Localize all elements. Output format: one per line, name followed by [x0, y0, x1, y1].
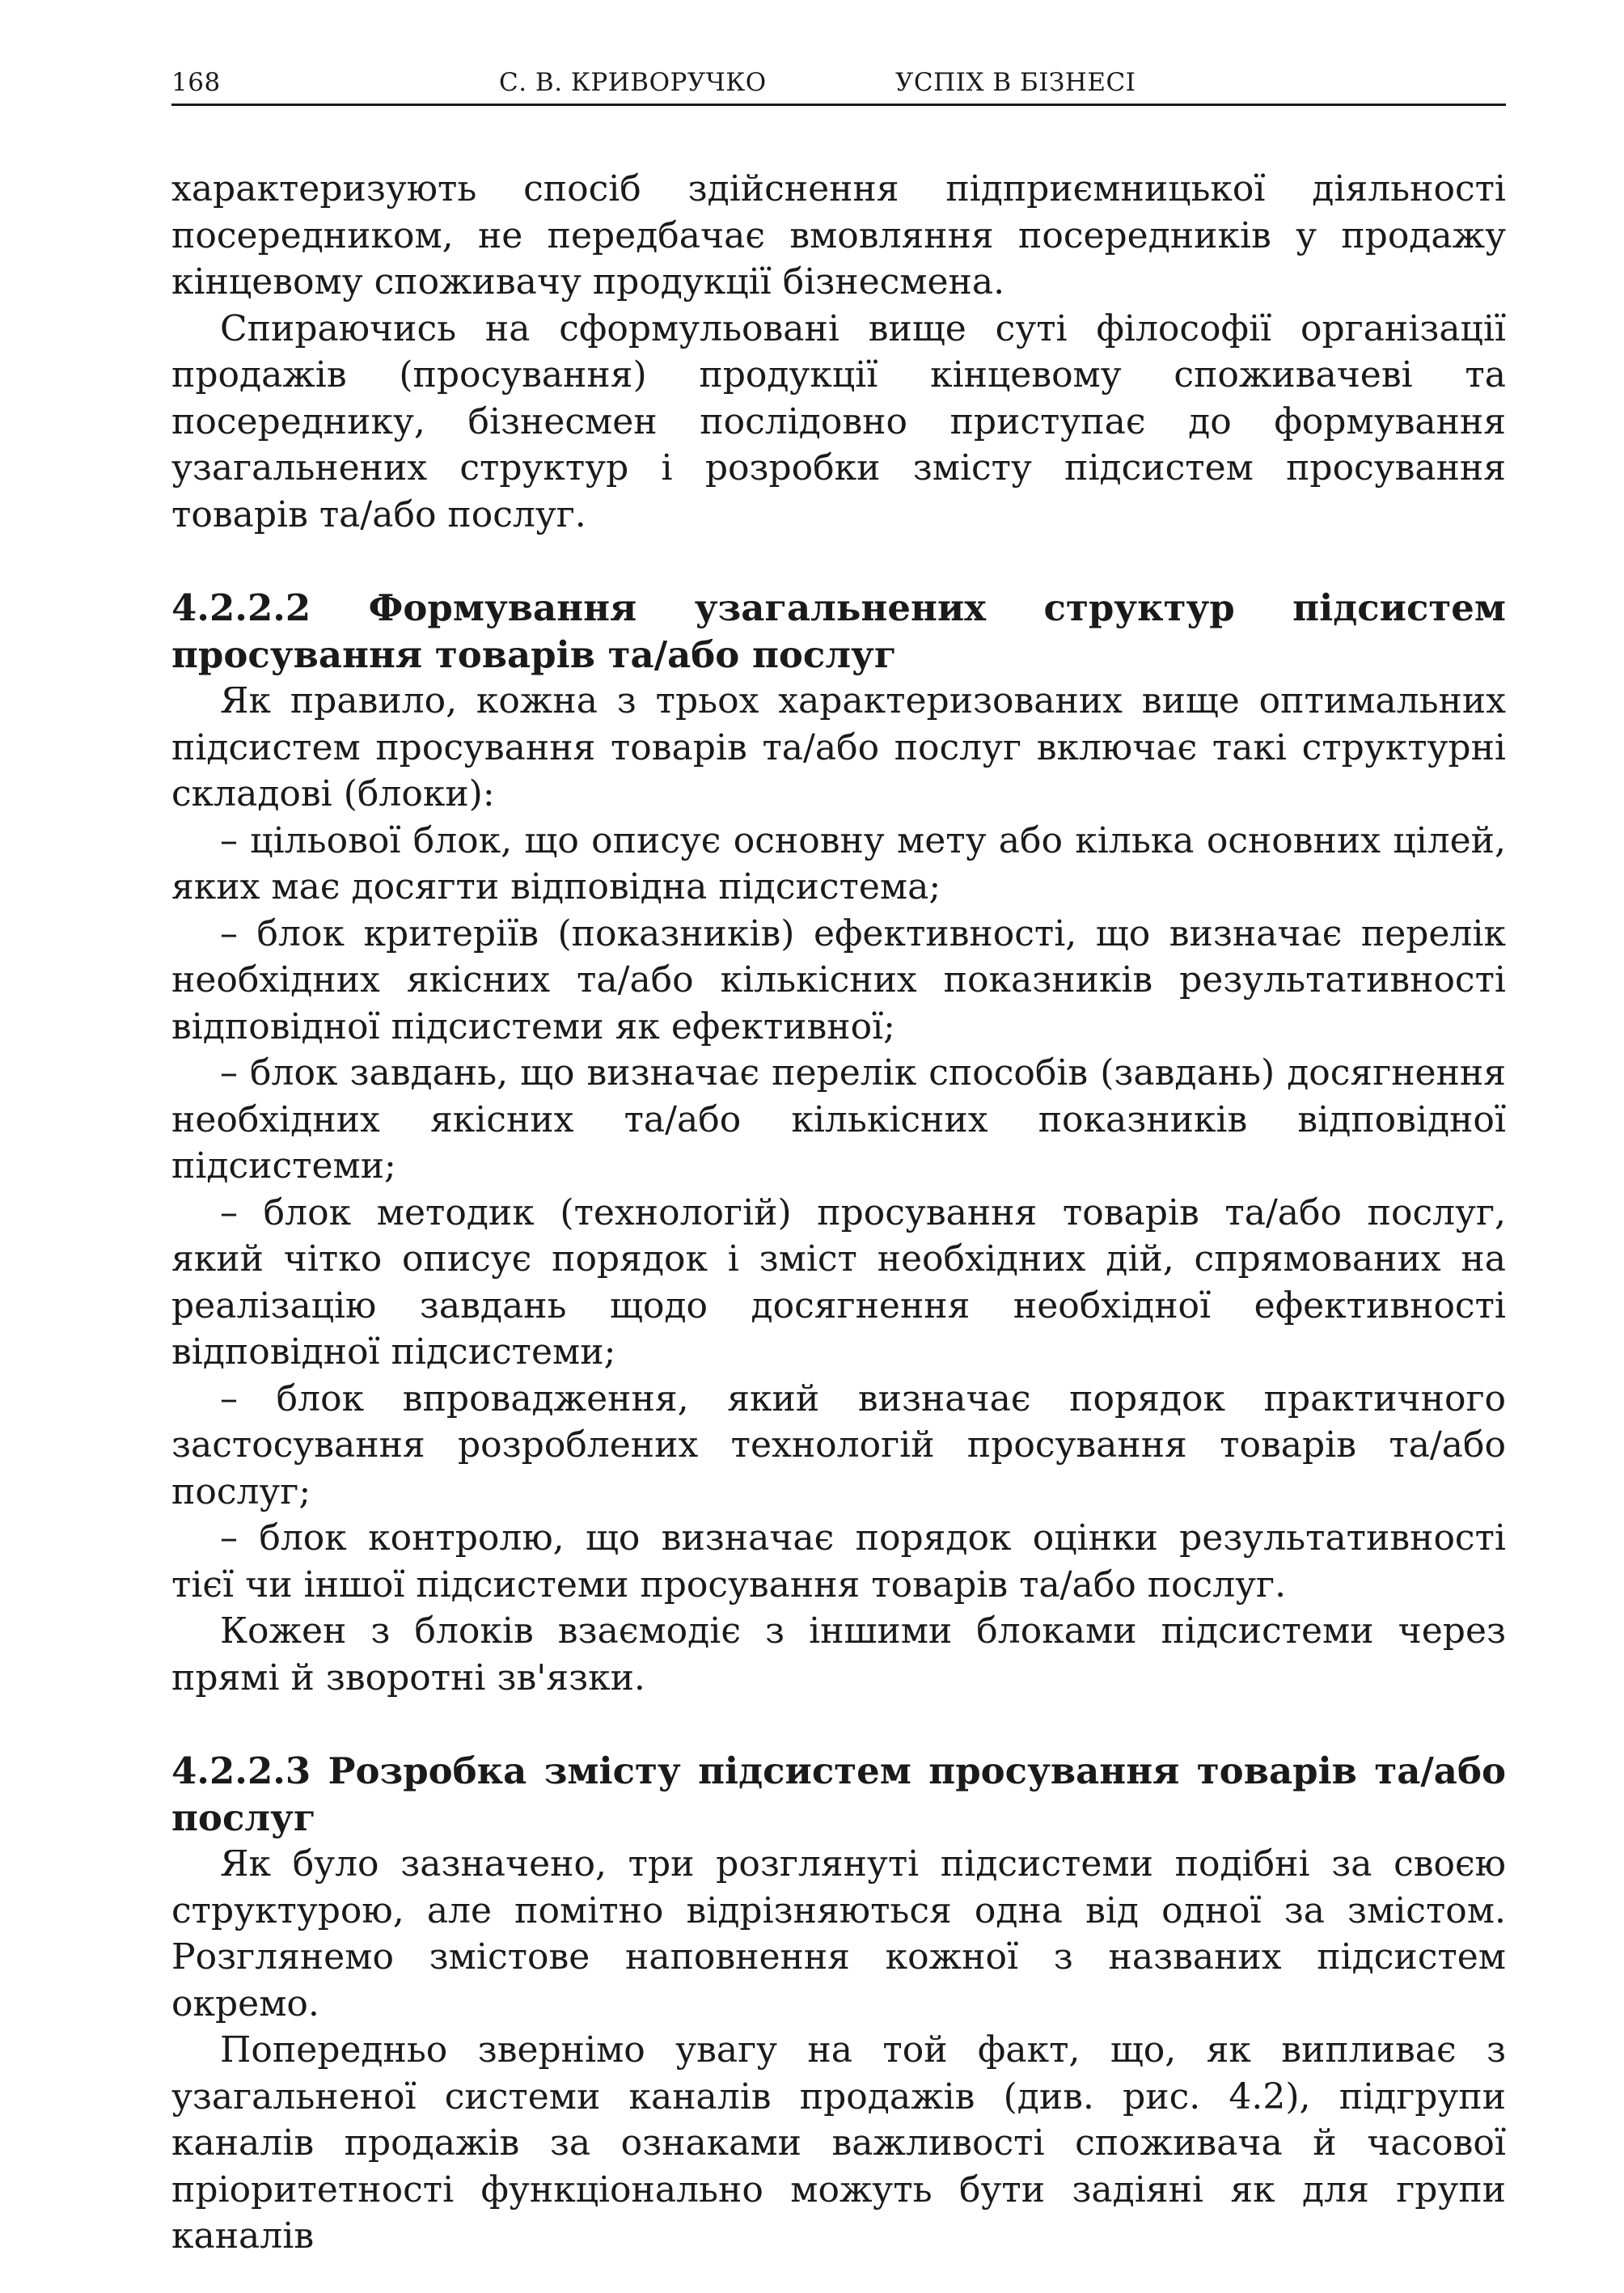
list-item: – блок впровадження, який визначає порядок практичного застосування розроблених технологій просування товарів та/або послуг;	[171, 1377, 1506, 1512]
list-item: – блок завдань, що визначає перелік способів (завдань) досягнення необхідних якісних та/або кількісних показників відповідної підсистеми;	[171, 1052, 1506, 1187]
paragraph: Кожен з блоків взаємодіє з іншими блоками підсистеми через прямі й зворотні зв'язки.	[171, 1610, 1506, 1699]
page-number: 168	[171, 68, 221, 97]
paragraph: Спираючись на сформульовані вище суті філософії організації продажів (просування) продукції кінцевому споживачеві та посереднику, бізнесмен послідовно приступає до формування узагальнених структур і розробки змісту підсистем просування товарів та/або послуг.	[171, 307, 1506, 535]
paragraph: Як правило, кожна з трьох характеризованих вище оптимальних підсистем просування товарів та/або послуг включає такі структурні складові (блоки):	[171, 680, 1506, 814]
paragraph: Як було зазначено, три розглянуті підсистеми подібні за своєю структурою, але помітно відрізняються одна від одної за змістом. Розглянемо змістове наповнення кожної з названих підсистем окремо.	[171, 1843, 1506, 2024]
paragraph-continuation: характеризують спосіб здійснення підприємницької діяльності посередником, не передбачає вмовляння посередників у продажу кінцевому споживачу продукції бізнесмена.	[171, 168, 1506, 302]
list-item: – блок контролю, що визначає порядок оцінки результативності тієї чи іншої підсистеми просування товарів та/або послуг.	[171, 1517, 1506, 1606]
section-gap	[171, 538, 1506, 585]
page-body	[171, 166, 1506, 2260]
running-header	[171, 63, 1506, 106]
section-heading: 4.2.2.3 Розробка змісту підсистем просування товарів та/або послуг	[171, 1749, 1506, 1839]
list-item: – цільової блок, що описує основну мету або кілька основних цілей, яких має досягти відповідна підсистема;	[171, 819, 1506, 907]
list-item: – блок методик (технологій) просування товарів та/або послуг, який чітко описує порядок і зміст необхідних дій, спрямованих на реалізацію завдань щодо досягнення необхідної ефективності відповідної підсистеми;	[171, 1191, 1506, 1373]
header-book-title: УСПІХ В БІЗНЕСІ	[895, 68, 1136, 97]
section-gap	[171, 1701, 1506, 1748]
section-heading: 4.2.2.2 Формування узагальнених структур підсистем просування товарів та/або послуг	[171, 586, 1506, 676]
paragraph: Попередньо звернімо увагу на той факт, що, як випливає з узагальненої системи каналів продажів (див. рис. 4.2), підгрупи каналів продажів за ознаками важливості споживача й часової пріоритетності функціонально можуть бути задіяні як для групи каналів	[171, 2029, 1506, 2257]
header-author: С. В. КРИВОРУЧКО	[499, 68, 767, 97]
list-item: – блок критеріїв (показників) ефективності, що визначає перелік необхідних якісних та/або кількісних показників результативності відповідної підсистеми як ефективної;	[171, 912, 1506, 1047]
